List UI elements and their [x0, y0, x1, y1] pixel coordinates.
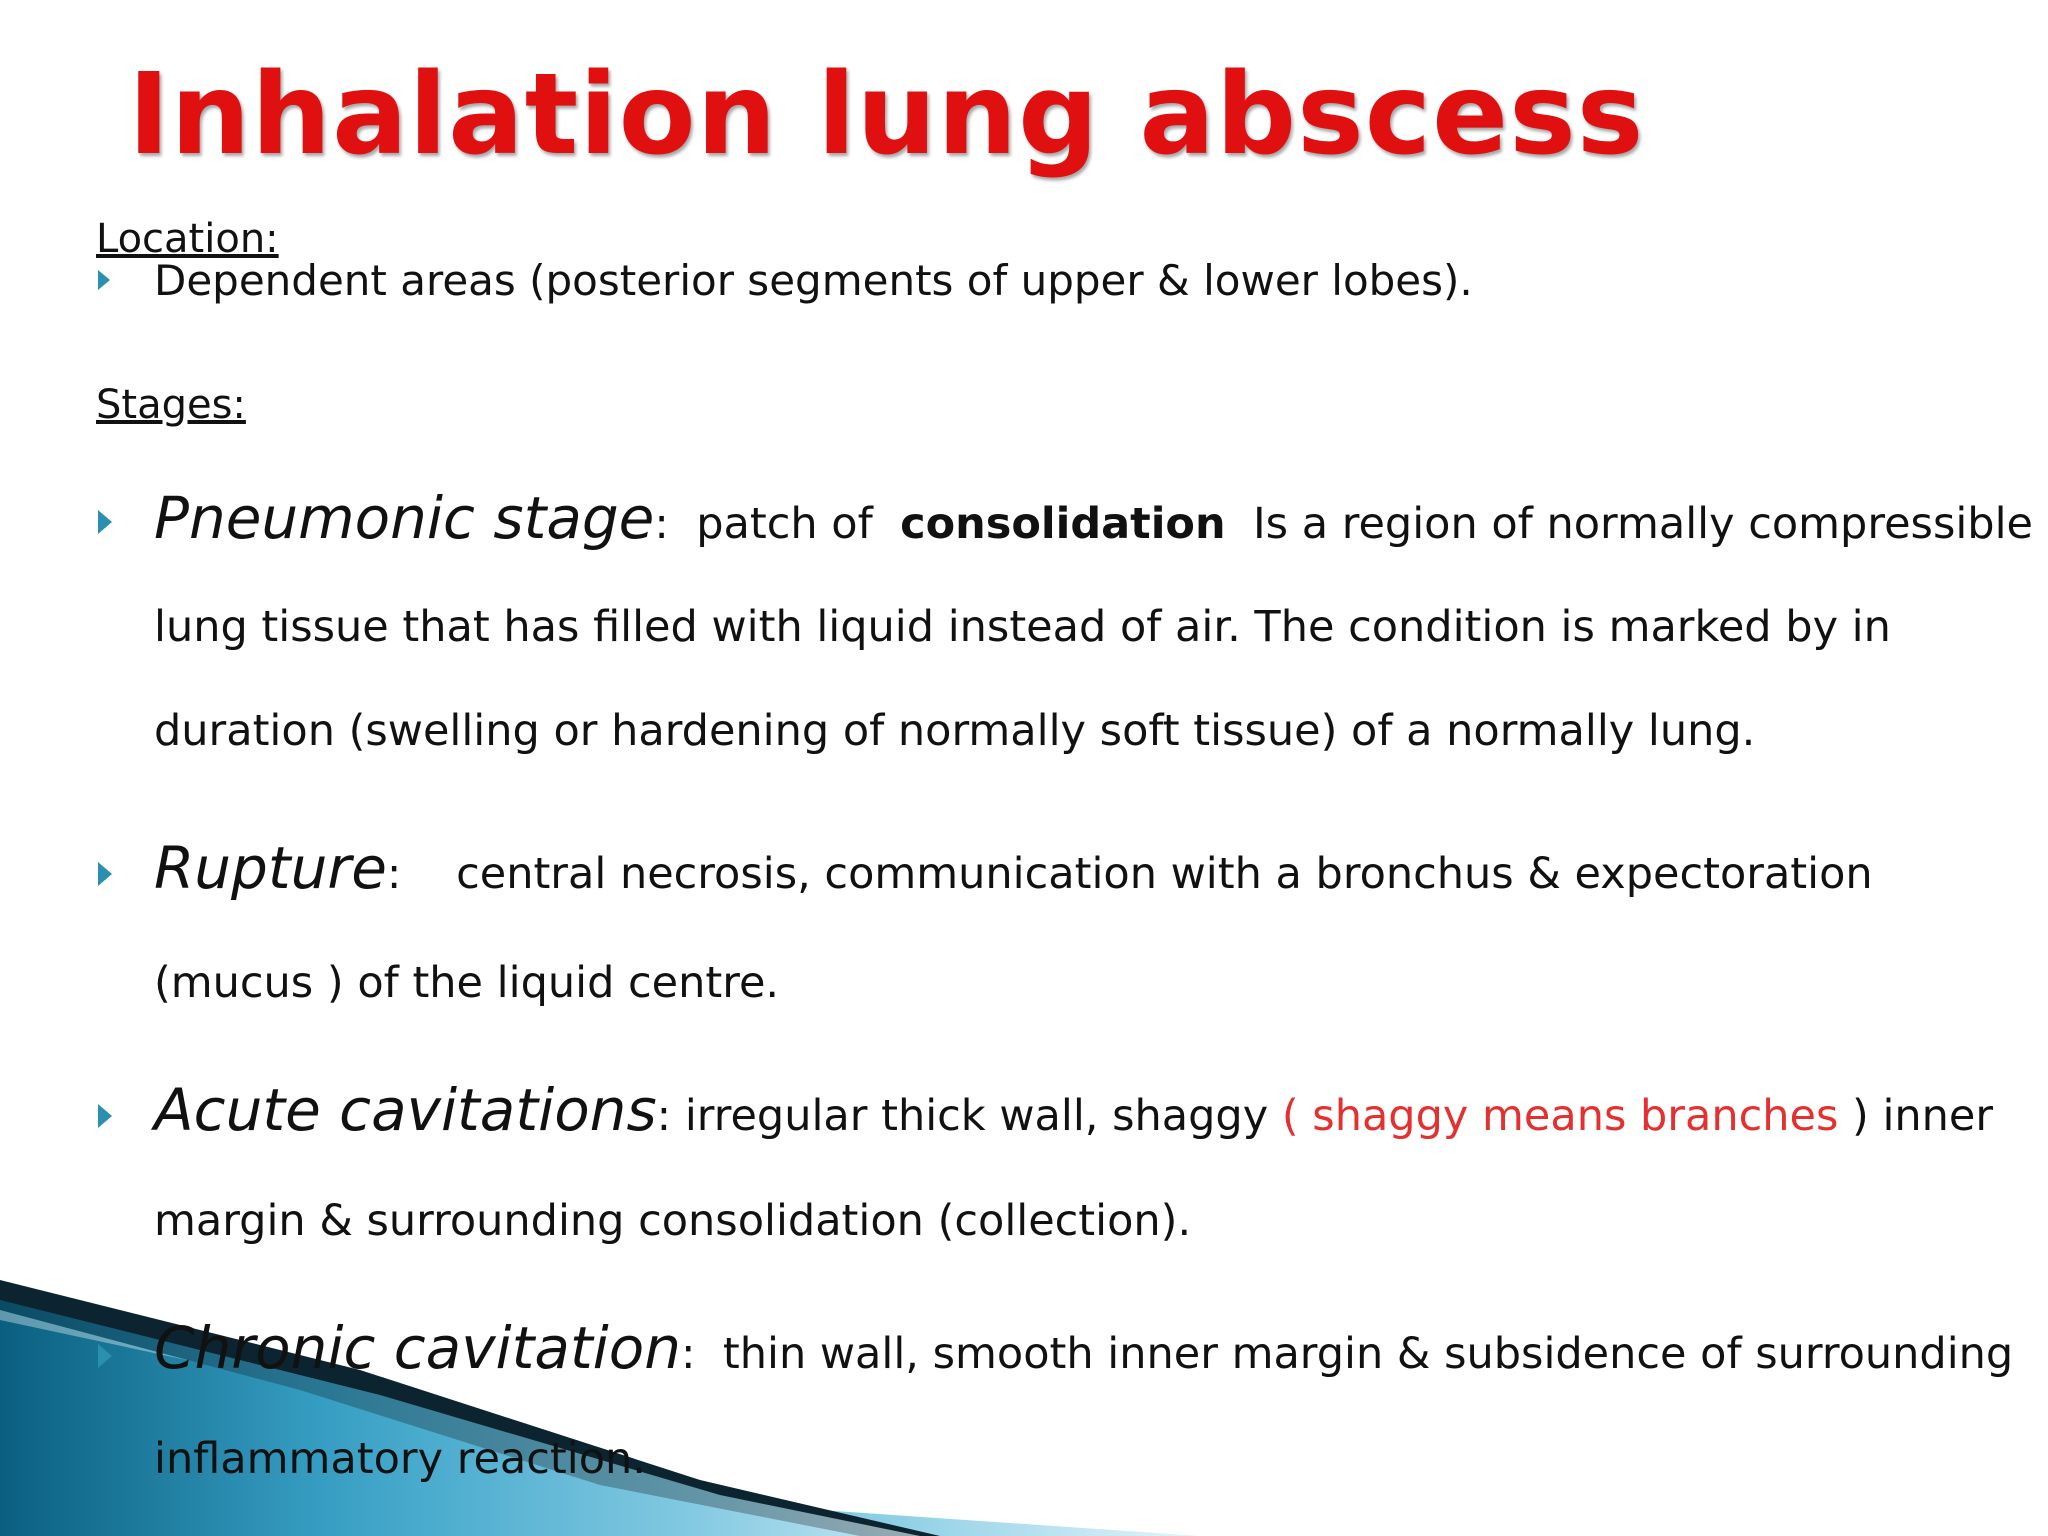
bullet-icon [98, 270, 110, 290]
stage-highlight-text: ( shaggy means branches [1281, 1091, 1839, 1141]
bullet-icon [98, 1104, 112, 1128]
stage-pneumonic-line1 [154, 484, 2033, 552]
stage-text: patch of [696, 499, 873, 549]
bullet-icon [98, 510, 112, 534]
slide-title: Inhalation lung abscess [128, 50, 1645, 180]
stage-text: thin wall, smooth inner margin & subsidence of surrounding [722, 1329, 2014, 1379]
stage-term: Pneumonic stage [154, 484, 655, 552]
stage-pneumonic-line2: lung tissue that has filled with liquid instead of air. The condition is marked by in [154, 602, 1891, 652]
bullet-icon [98, 1344, 112, 1368]
bullet-icon [98, 862, 112, 886]
stages-label: Stages: [96, 382, 246, 428]
stage-text: ) inner [1852, 1091, 1994, 1141]
stage-acute-line2: margin & surrounding consolidation (collection). [154, 1196, 1192, 1246]
stage-rupture-line2: (mucus ) of the liquid centre. [154, 958, 780, 1008]
stage-rupture-line1 [154, 834, 1873, 902]
stage-bold-term: consolidation [900, 499, 1226, 549]
stage-chronic-line1 [154, 1314, 2013, 1382]
stage-chronic-line2: inflammatory reaction. [154, 1434, 646, 1484]
separator: : [386, 849, 402, 899]
location-label: Location: [96, 216, 279, 262]
stage-text: irregular thick wall, shaggy [684, 1091, 1269, 1141]
stage-text: central necrosis, communication with a bronchus & expectoration [456, 849, 1873, 899]
stage-term: Acute cavitations [154, 1076, 657, 1144]
stage-acute-line1 [154, 1076, 1993, 1144]
stage-term: Rupture [154, 834, 387, 902]
stage-text: Is a region of normally compressible [1252, 499, 2033, 549]
location-item: Dependent areas (posterior segments of upper & lower lobes). [154, 256, 1473, 305]
separator: : [654, 499, 669, 549]
separator: : [656, 1091, 672, 1141]
separator: : [681, 1329, 696, 1379]
stage-term: Chronic cavitation [154, 1314, 682, 1382]
stage-pneumonic-line3: duration (swelling or hardening of normally soft tissue) of a normally lung. [154, 706, 1756, 756]
